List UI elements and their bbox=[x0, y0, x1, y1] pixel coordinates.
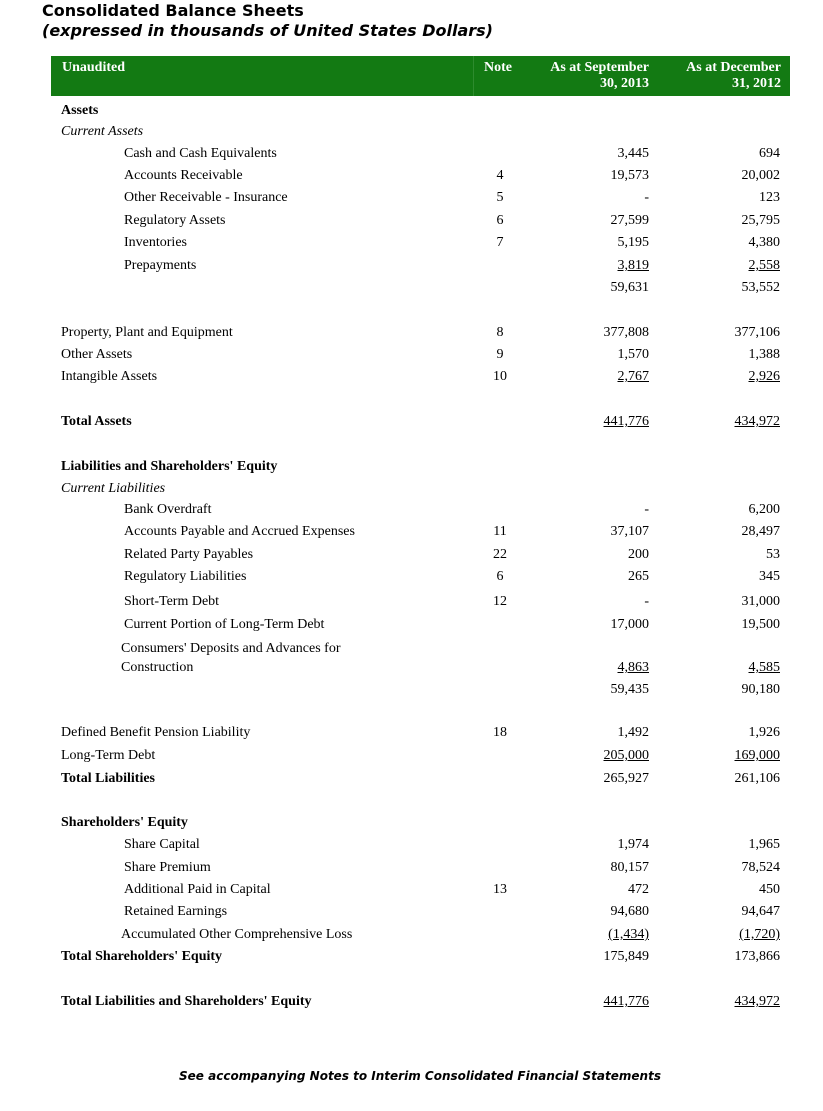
row-value-2012: 4,380 bbox=[748, 235, 780, 250]
row-value-2013: - bbox=[644, 502, 649, 517]
table-row bbox=[0, 521, 823, 543]
row-note: 6 bbox=[496, 213, 504, 228]
row-note: 8 bbox=[496, 325, 504, 340]
row-value-2013: 2,767 bbox=[617, 369, 649, 384]
row-value-2012: 450 bbox=[759, 882, 780, 897]
row-note: 11 bbox=[493, 524, 507, 539]
total-value-2013: 175,849 bbox=[603, 949, 649, 964]
row-label: Accumulated Other Comprehensive Loss bbox=[121, 927, 353, 942]
header-col-sep-2013: As at September 30, 2013 bbox=[550, 60, 649, 91]
table-row bbox=[0, 901, 823, 923]
row-value-2013: 1,570 bbox=[617, 347, 649, 362]
grand-total-value-2013: 441,776 bbox=[603, 994, 649, 1009]
row-note: 12 bbox=[493, 594, 507, 609]
subtotal-value-2012: 90,180 bbox=[741, 682, 780, 697]
subtotal-row bbox=[0, 679, 823, 701]
row-value-2013: 94,680 bbox=[610, 904, 649, 919]
row-label: Total Shareholders' Equity bbox=[61, 949, 223, 964]
table-row bbox=[0, 745, 823, 767]
section-heading-row bbox=[0, 456, 823, 478]
row-note: 18 bbox=[493, 725, 507, 740]
section-heading-row bbox=[0, 100, 823, 122]
row-label: Consumers' Deposits and Advances for Construction bbox=[121, 641, 341, 675]
table-row bbox=[0, 591, 823, 613]
row-value-2012: 1,388 bbox=[748, 347, 780, 362]
row-value-2012: 6,200 bbox=[748, 502, 780, 517]
row-label: Retained Earnings bbox=[124, 904, 228, 919]
document-title: Consolidated Balance Sheets bbox=[42, 1, 304, 20]
subsection-heading-row bbox=[0, 121, 823, 143]
row-value-2013: - bbox=[644, 594, 649, 609]
row-value-2013: 377,808 bbox=[603, 325, 649, 340]
row-note: 4 bbox=[496, 168, 504, 183]
row-value-2013: 200 bbox=[628, 547, 649, 562]
table-row bbox=[0, 322, 823, 344]
subtotal-value-2013: 59,631 bbox=[610, 280, 649, 295]
row-label: Assets bbox=[61, 103, 99, 118]
row-label: Property, Plant and Equipment bbox=[61, 325, 233, 340]
row-value-2012: 94,647 bbox=[741, 904, 780, 919]
row-value-2013: 37,107 bbox=[610, 524, 649, 539]
row-note: 22 bbox=[493, 547, 507, 562]
row-value-2012: 19,500 bbox=[741, 617, 780, 632]
row-label: Intangible Assets bbox=[61, 369, 158, 384]
row-note: 5 bbox=[496, 190, 504, 205]
row-value-2012: 4,585 bbox=[748, 660, 780, 675]
table-row bbox=[0, 924, 823, 946]
table-row bbox=[0, 857, 823, 879]
table-row bbox=[0, 255, 823, 277]
row-value-2013: (1,434) bbox=[608, 927, 649, 942]
row-label: Regulatory Assets bbox=[124, 213, 226, 228]
row-label: Cash and Cash Equivalents bbox=[124, 146, 277, 161]
row-value-2013: 3,445 bbox=[617, 146, 649, 161]
table-row bbox=[0, 566, 823, 588]
row-value-2013: 19,573 bbox=[610, 168, 649, 183]
row-value-2012: 25,795 bbox=[741, 213, 780, 228]
row-value-2013: 265 bbox=[628, 569, 649, 584]
subtotal-row bbox=[0, 277, 823, 299]
row-label: Prepayments bbox=[124, 258, 197, 273]
row-label: Accounts Payable and Accrued Expenses bbox=[124, 524, 355, 539]
row-label: Total Assets bbox=[61, 414, 132, 429]
table-row bbox=[0, 232, 823, 254]
table-row bbox=[0, 499, 823, 521]
table-row bbox=[0, 544, 823, 566]
row-label: Related Party Payables bbox=[124, 547, 254, 562]
row-value-2013: 27,599 bbox=[610, 213, 649, 228]
row-value-2012: (1,720) bbox=[739, 927, 780, 942]
header-note: Note bbox=[484, 60, 512, 75]
header-unaudited: Unaudited bbox=[62, 60, 126, 75]
total-value-2012: 261,106 bbox=[734, 771, 780, 786]
subtotal-value-2012: 53,552 bbox=[741, 280, 780, 295]
row-value-2013: 3,819 bbox=[617, 258, 649, 273]
row-value-2013: 1,974 bbox=[617, 837, 649, 852]
row-note: 7 bbox=[496, 235, 504, 250]
row-label: Additional Paid in Capital bbox=[124, 882, 271, 897]
row-value-2013: 80,157 bbox=[610, 860, 649, 875]
row-value-2012: 377,106 bbox=[734, 325, 780, 340]
row-value-2012: 31,000 bbox=[741, 594, 780, 609]
row-value-2012: 694 bbox=[759, 146, 780, 161]
row-note: 6 bbox=[496, 569, 504, 584]
footer-note: See accompanying Notes to Interim Consolidated Financial Statements bbox=[179, 1069, 661, 1083]
header-col-dec-2012: As at December 31, 2012 bbox=[686, 60, 781, 91]
row-value-2012: 53 bbox=[766, 547, 780, 562]
row-label: Current Assets bbox=[61, 124, 144, 139]
total-value-2012: 173,866 bbox=[734, 949, 780, 964]
row-value-2013: 4,863 bbox=[617, 660, 649, 675]
row-label: Long-Term Debt bbox=[61, 748, 156, 763]
subsection-heading-row bbox=[0, 478, 823, 500]
grand-total-row bbox=[0, 991, 823, 1013]
row-label: Current Liabilities bbox=[61, 481, 166, 496]
row-label: Current Portion of Long-Term Debt bbox=[124, 617, 325, 632]
row-label: Other Assets bbox=[61, 347, 133, 362]
row-value-2012: 2,926 bbox=[748, 369, 780, 384]
row-value-2012: 169,000 bbox=[734, 748, 780, 763]
row-label: Accounts Receivable bbox=[124, 168, 243, 183]
row-value-2012: 28,497 bbox=[741, 524, 780, 539]
row-value-2012: 123 bbox=[759, 190, 780, 205]
row-label: Short-Term Debt bbox=[124, 594, 220, 609]
row-value-2013: 17,000 bbox=[610, 617, 649, 632]
row-value-2012: 78,524 bbox=[741, 860, 780, 875]
table-row-values bbox=[0, 657, 823, 679]
table-row bbox=[0, 722, 823, 744]
table-row bbox=[0, 210, 823, 232]
row-label: Liabilities and Shareholders' Equity bbox=[61, 459, 278, 474]
table-row bbox=[0, 366, 823, 388]
row-label: Total Liabilities and Shareholders' Equity bbox=[61, 994, 312, 1009]
row-value-2013: 472 bbox=[628, 882, 649, 897]
row-value-2012: 2,558 bbox=[748, 258, 780, 273]
row-value-2012: 345 bbox=[759, 569, 780, 584]
table-row bbox=[0, 834, 823, 856]
row-label: Regulatory Liabilities bbox=[124, 569, 247, 584]
grand-total-value-2012: 434,972 bbox=[734, 994, 780, 1009]
total-row bbox=[0, 768, 823, 790]
row-label: Inventories bbox=[124, 235, 187, 250]
row-note: 13 bbox=[493, 882, 507, 897]
row-label: Share Capital bbox=[124, 837, 200, 852]
table-row bbox=[0, 165, 823, 187]
section-heading-row bbox=[0, 812, 823, 834]
row-label: Total Liabilities bbox=[61, 771, 156, 786]
row-note: 10 bbox=[493, 369, 507, 384]
row-label: Defined Benefit Pension Liability bbox=[61, 725, 251, 740]
row-value-2012: 1,965 bbox=[748, 837, 780, 852]
table-row bbox=[0, 344, 823, 366]
row-value-2013: - bbox=[644, 190, 649, 205]
row-value-2013: 5,195 bbox=[617, 235, 649, 250]
row-note: 9 bbox=[496, 347, 504, 362]
subtotal-value-2013: 59,435 bbox=[610, 682, 649, 697]
total-value-2013: 441,776 bbox=[603, 414, 649, 429]
table-row bbox=[0, 614, 823, 636]
total-value-2013: 265,927 bbox=[603, 771, 649, 786]
row-label: Shareholders' Equity bbox=[61, 815, 188, 830]
row-value-2013: 205,000 bbox=[603, 748, 649, 763]
row-label: Other Receivable - Insurance bbox=[124, 190, 288, 205]
total-value-2012: 434,972 bbox=[734, 414, 780, 429]
table-row bbox=[0, 187, 823, 209]
total-row bbox=[0, 946, 823, 968]
row-value-2012: 20,002 bbox=[741, 168, 780, 183]
row-value-2012: 1,926 bbox=[748, 725, 780, 740]
table-row bbox=[0, 879, 823, 901]
total-row bbox=[0, 411, 823, 433]
row-label: Bank Overdraft bbox=[124, 502, 212, 517]
table-row bbox=[0, 143, 823, 165]
row-value-2013: 1,492 bbox=[617, 725, 649, 740]
row-label: Share Premium bbox=[124, 860, 211, 875]
document-subtitle: (expressed in thousands of United States Dollars) bbox=[42, 21, 493, 40]
